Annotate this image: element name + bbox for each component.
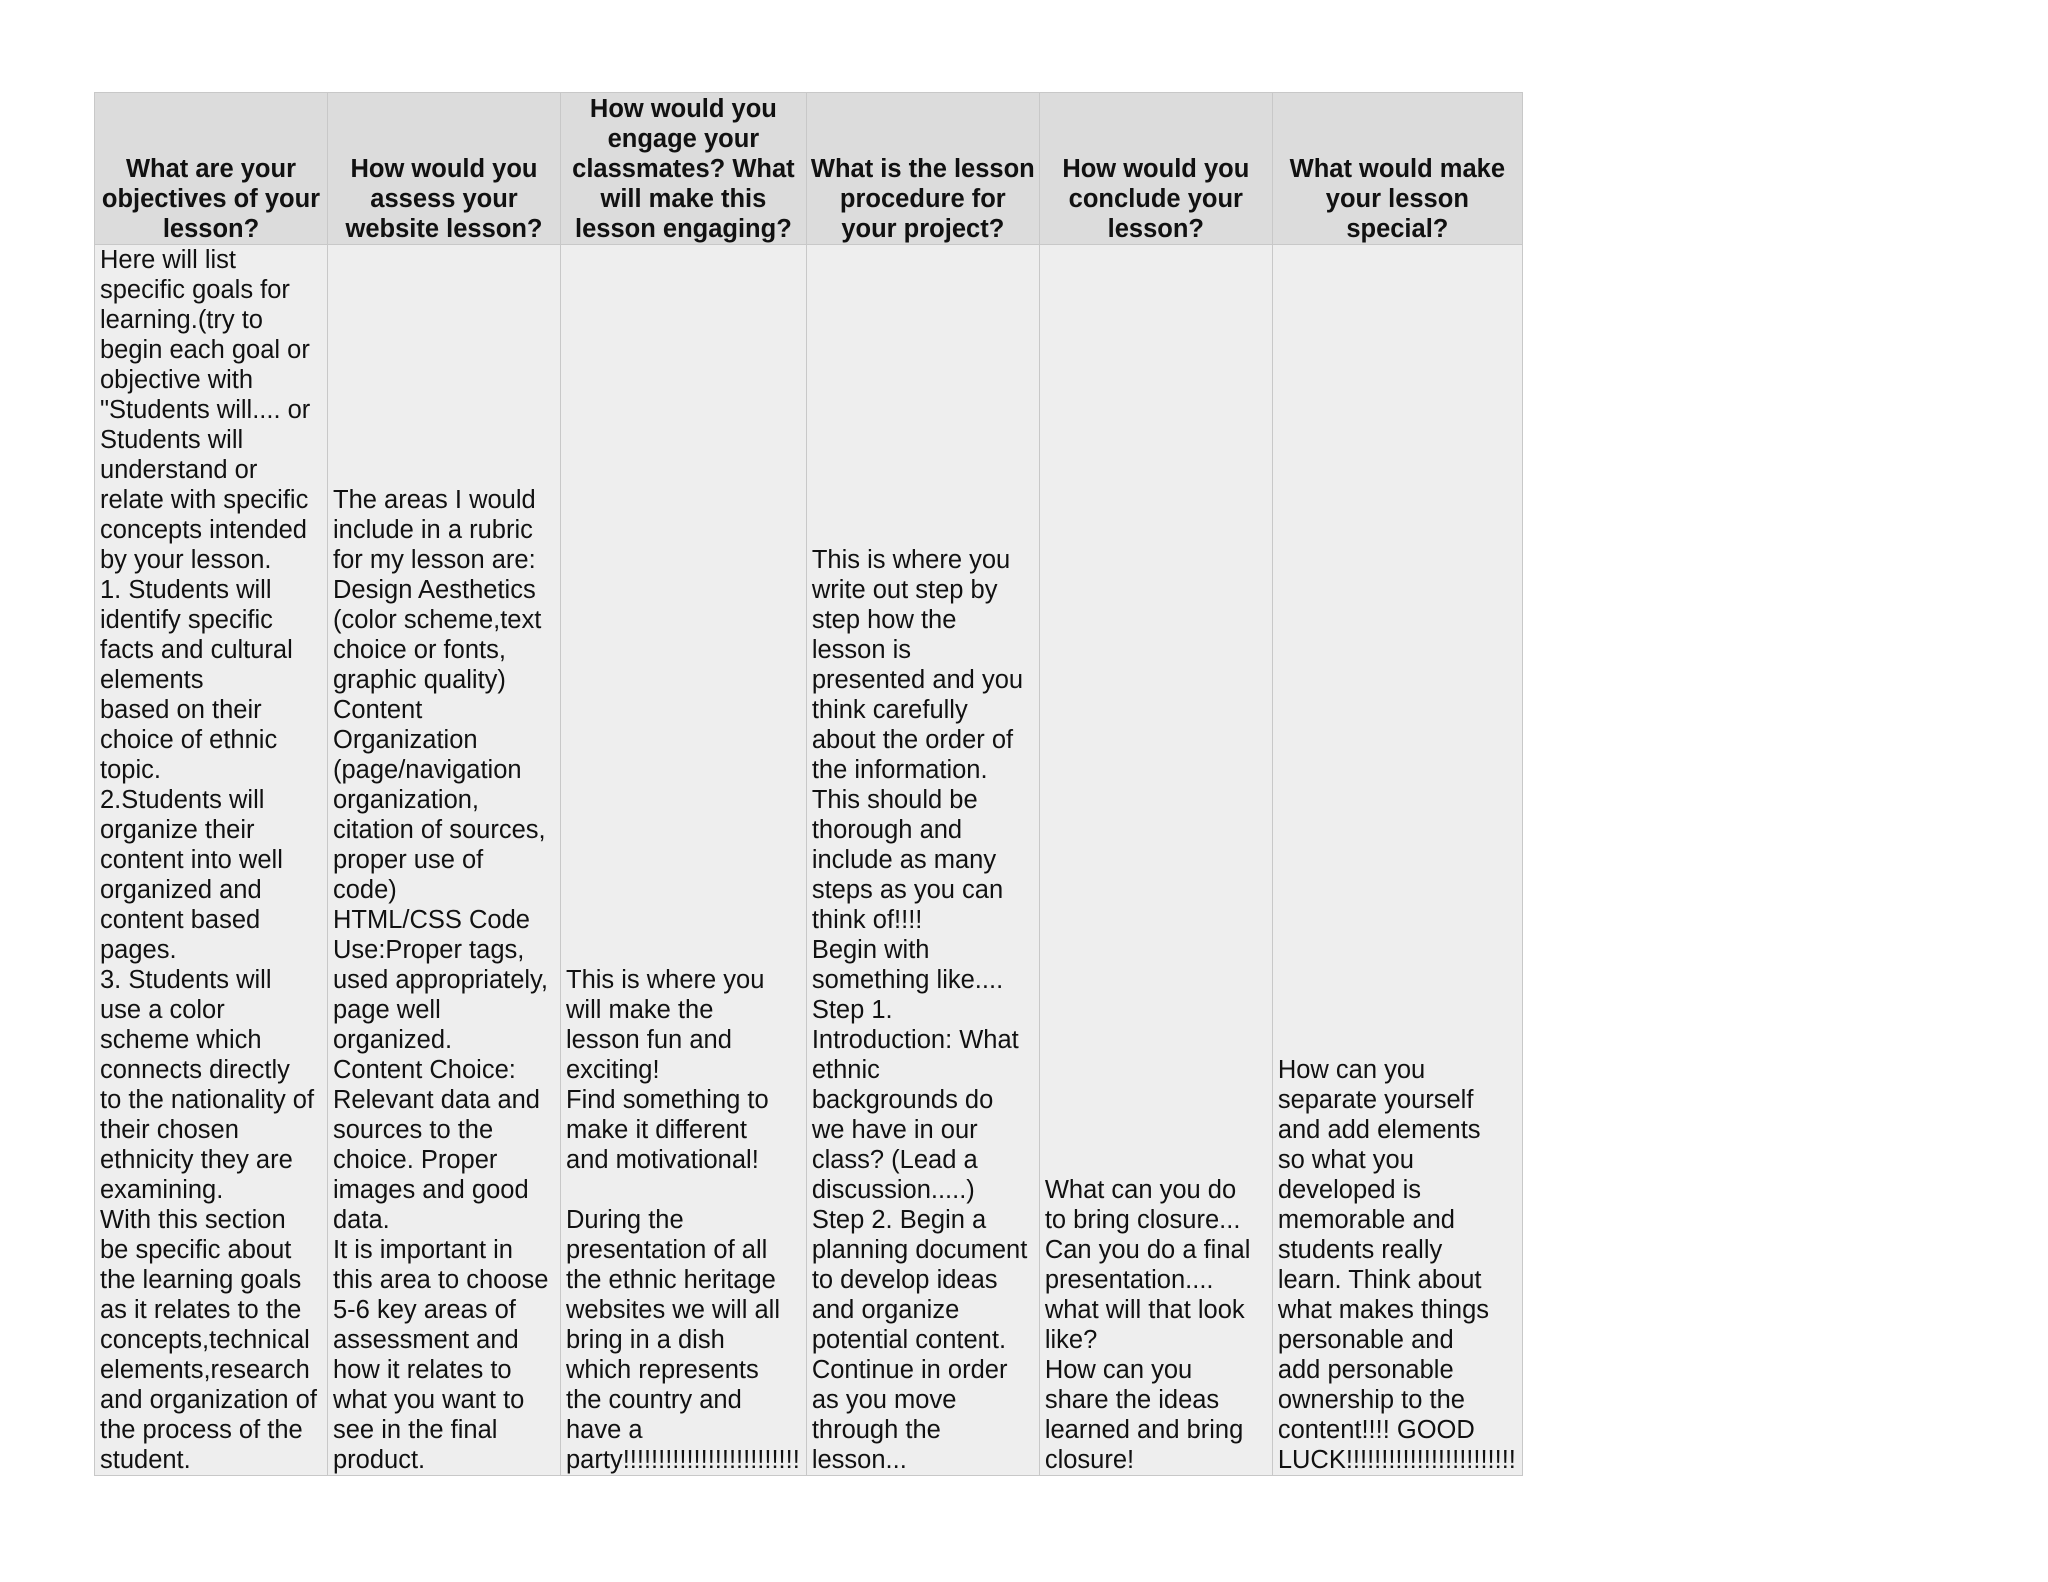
header-procedure-label: What is the lesson procedure for your project?	[810, 155, 1035, 243]
cell-assessment-text: The areas I would include in a rubric for my lesson are: Design Aesthetics (color scheme,text choice or fonts, graphic quality) Content Organization (page/navigation organization, citation of sources, proper use of code) HTML/CSS Code Use:Proper tags, used appropriately, page well organized. Content Choice: Relevant data and sources to the choice. Proper images and good data. It is important in this area to choose 5-6 key areas of assessment and how it relates to what you want to see in the final product.	[333, 486, 549, 1474]
cell-conclusion[interactable]	[1039, 245, 1272, 1476]
cell-conclusion-text: What can you do to bring closure... Can you do a final presentation.... what will that look like? How can you share the ideas learned and bring closure!	[1044, 1176, 1251, 1474]
header-objectives-label: What are your objectives of your lesson?	[101, 155, 321, 243]
cell-procedure[interactable]	[806, 245, 1039, 1476]
cell-special-text: How can you separate yourself and add elements so what you developed is memorable and students really learn. Think about what makes things personable and add personable ownership to the content!!!! GOOD LUCK!!!!!!!!!!!!!!!!!!!!!!!!	[1277, 1056, 1516, 1474]
cell-assessment[interactable]	[328, 245, 561, 1476]
cell-special[interactable]	[1272, 245, 1522, 1476]
header-special-label: What would make your lesson special?	[1289, 155, 1506, 243]
cell-objectives-text: Here will list specific goals for learning.(try to begin each goal or objective with "Students will.... or Students will understand or relate with specific concepts intended by your lesson. 1. Students will identify specific facts and cultural elements based on their choice of ethnic topic. 2.Students will organize their content into well organized and content based pages. 3. Students will use a color scheme which connects directly to the nationality of their chosen ethnicity they are examining. With this section be specific about the learning goals as it relates to the concepts,technical elements,research and organization of the process of the student.	[100, 246, 317, 1474]
cell-objectives[interactable]	[95, 245, 328, 1476]
header-engagement-label: How would you engage your classmates? What will make this lesson engaging?	[572, 95, 795, 243]
table-row	[95, 245, 1523, 1476]
header-engagement[interactable]	[561, 93, 807, 245]
cell-engagement-text: This is where you will make the lesson fun and exciting! Find something to make it different and motivational! During the presentation of all the ethnic heritage websites we will all bring in a dish which represents the country and have a party!!!!!!!!!!!!!!!!!!!!!!!!!	[566, 966, 800, 1474]
header-conclusion-label: How would you conclude your lesson?	[1062, 155, 1250, 243]
header-special[interactable]	[1272, 93, 1522, 245]
cell-procedure-text: This is where you write out step by step how the lesson is presented and you think carefully about the order of the information. This should be thorough and include as many steps as you can think of!!!! Begin with something like.... Step 1. Introduction: What ethnic backgrounds do we have in our class? (Lead a discussion.....) Step 2. Begin a planning document to develop ideas and organize potential content. Continue in order as you move through the lesson...	[811, 546, 1028, 1474]
cell-engagement[interactable]	[561, 245, 807, 1476]
header-row	[95, 93, 1523, 245]
header-assessment[interactable]	[328, 93, 561, 245]
lesson-plan-table	[94, 92, 1523, 1476]
header-objectives[interactable]	[95, 93, 328, 245]
header-assessment-label: How would you assess your website lesson?	[345, 155, 543, 243]
header-conclusion[interactable]	[1039, 93, 1272, 245]
header-procedure[interactable]	[806, 93, 1039, 245]
